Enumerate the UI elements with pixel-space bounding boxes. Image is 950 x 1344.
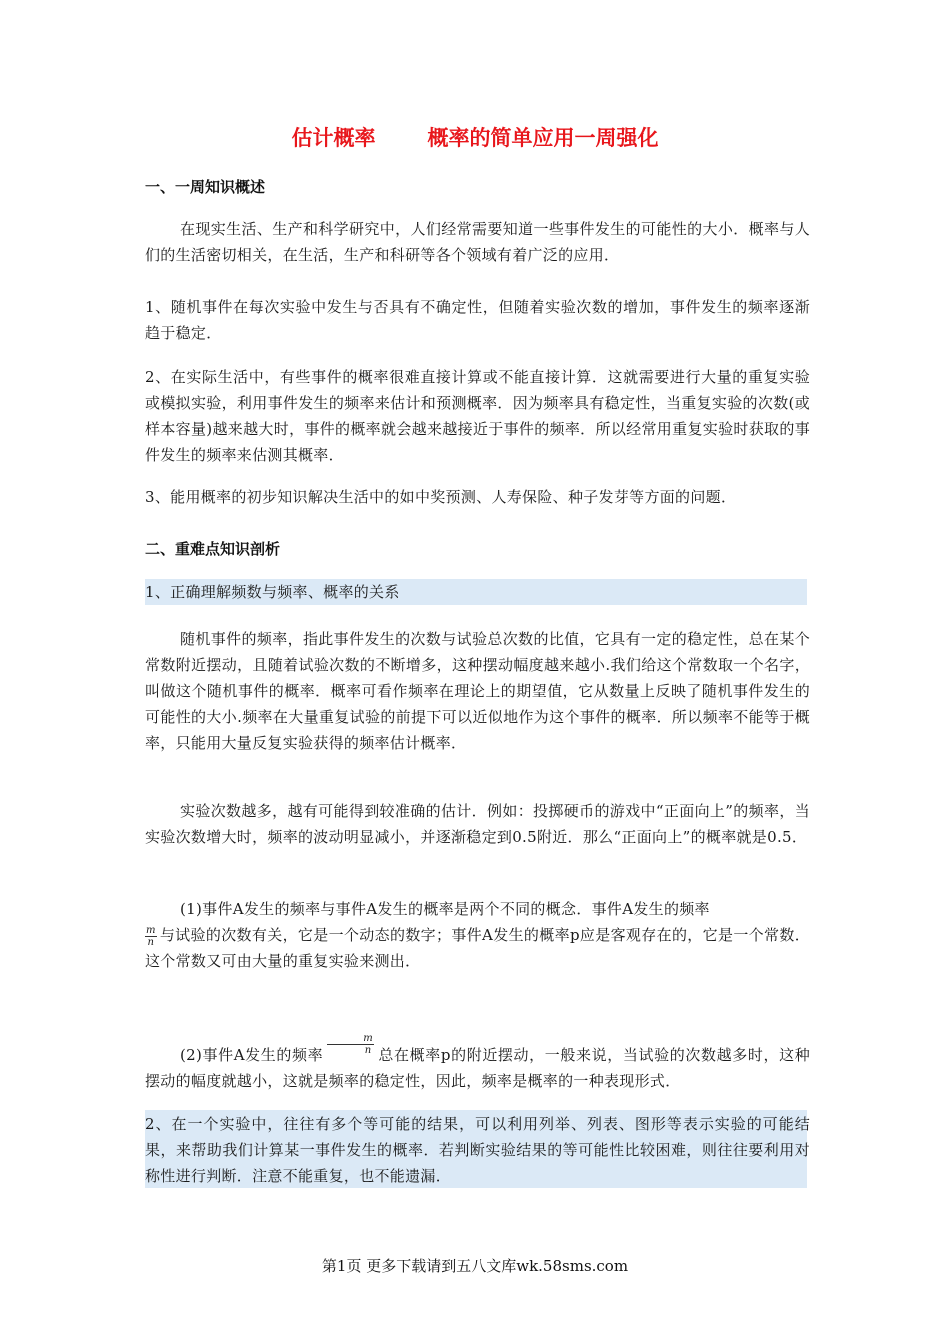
page-title	[0, 122, 950, 152]
intro-paragraph: 在现实生活、生产和科学研究中，人们经常需要知道一些事件发生的可能性的大小．概率与人们的生活密切相关，在生活，生产和科研等各个领域有着广泛的应用．	[145, 220, 810, 264]
frequency-fraction: $\frac{m}{n}$	[146, 924, 156, 948]
title-part-2: 概率的简单应用一周强化	[427, 126, 659, 150]
item-2-text-a: (2)事件A发生的频率	[180, 1046, 324, 1064]
subheading-2: 2、在一个实验中，往往有多个等可能的结果，可以利用列举、列表、图形等表示实验的可能结果，来帮助我们计算某一事件发生的概率．若判断实验结果的等可能性比较困难，则往往要利用对称性进行判断．注意不能重复，也不能遗漏．	[145, 1115, 810, 1185]
page-footer: 第1页 更多下载请到五八文库wk.58sms.com	[321, 1257, 629, 1275]
frequency-probability-paragraph: 随机事件的频率，指此事件发生的次数与试验总次数的比值，它具有一定的稳定性，总在某个常数附近摆动，且随着试验次数的不断增多，这种摆动幅度越来越小.我们给这个常数取一个名字，叫做这个随机事件的概率．概率可看作频率在理论上的期望值，它从数量上反映了随机事件发生的可能性的大小.频率在大量重复试验的前提下可以近似地作为这个事件的概率．所以频率不能等于概率，只能用大量反复实验获得的频率估计概率．	[145, 630, 810, 752]
point-2-paragraph: 2、在实际生活中，有些事件的概率很难直接计算或不能直接计算．这就需要进行大量的重复实验或模拟实验，利用事件发生的频率来估计和预测概率．因为频率具有稳定性，当重复实验的次数(或样本容量)越来越大时，事件的概率就会越来越接近于事件的频率．所以经常用重复实验时获取的事件发生的频率来估测其概率．	[145, 368, 810, 464]
frequency-fraction-2: $\frac{m}{n}$	[327, 1033, 374, 1056]
item-1-body	[145, 922, 810, 974]
subheading-1: 1、正确理解频数与频率、概率的关系	[145, 583, 400, 601]
title-part-1: 估计概率	[291, 126, 376, 150]
item-2-text-b: 总在概率p的附近摆动，一般来说，当试验的次数越多时，这种摆动的幅度就越小，这就是频率的稳定性，因此，频率是概率的一种表现形式．	[145, 1046, 810, 1090]
item-1-line-1: (1)事件A发生的频率与事件A发生的概率是两个不同的概念．事件A发生的频率	[180, 900, 710, 918]
coin-example-paragraph: 实验次数越多，越有可能得到较准确的估计．例如：投掷硬币的游戏中“正面向上”的频率，当实验次数增大时，频率的波动明显减小，并逐渐稳定到0.5附近．那么“正面向上”的概率就是0.5．	[145, 802, 810, 846]
item-1-text: 与试验的次数有关，它是一个动态的数字；事件A发生的概率p应是客观存在的，它是一个常数．这个常数又可由大量的重复实验来测出．	[145, 926, 810, 970]
section-heading-2: 二、重难点知识剖析	[145, 540, 281, 558]
point-1-paragraph: 1、随机事件在每次实验中发生与否具有不确定性，但随着实验次数的增加，事件发生的频率逐渐趋于稳定．	[145, 298, 810, 342]
section-heading-1: 一、一周知识概述	[145, 178, 266, 196]
item-2-paragraph	[145, 1032, 810, 1094]
point-3-paragraph: 3、能用概率的初步知识解决生活中的如中奖预测、人寿保险、种子发芽等方面的问题．	[145, 488, 737, 506]
